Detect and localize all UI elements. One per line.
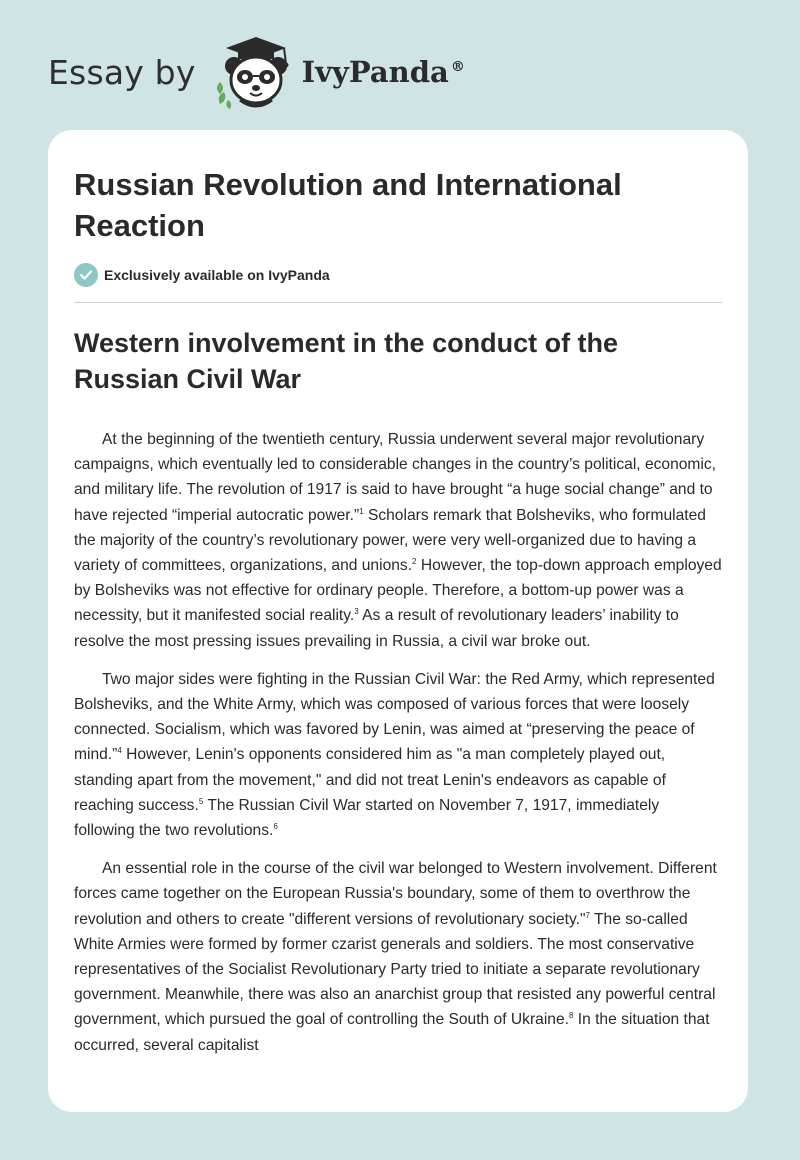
divider [74, 302, 722, 303]
paragraph-text: The so-called White Armies were formed by former czarist generals and soldiers. The most conservative representatives of the Socialist Revolutionary Party tried to initiate a separate revolutionary government. Meanwhile, there was also an anarchist group that resisted any powerful central government, which pursued the goal of controlling the South of Ukraine. [74, 910, 716, 1029]
exclusive-label: Exclusively available on IvyPanda [104, 267, 330, 283]
essay-card [48, 130, 748, 1112]
paragraph-text: At the beginning of the twentieth century, Russia underwent several major revolutionary campaigns, which eventually led to considerable changes in the country’s political, economic, and military life. The revolution of 1917 is said to have brought “a huge social change” and to have rejected “imperial autocratic power.” [74, 431, 717, 524]
article-body [74, 427, 722, 1071]
paragraph [74, 667, 722, 843]
footnote-ref[interactable]: 8 [568, 1011, 574, 1021]
paragraph-text: However, the top-down approach employed by Bolsheviks was not effective for ordinary people. Therefore, a bottom-up power was a necessity, but it manifested social reality. [74, 557, 722, 625]
footnote-ref[interactable]: 4 [117, 746, 122, 756]
paragraph-text: Scholars remark that Bolsheviks, who formulated the majority of the country’s revolutionary power, were very well-organized due to having a variety of committees, organizations, and unions. [74, 506, 706, 575]
paragraph-text: In the situation that occurred, several capitalist [74, 1011, 710, 1054]
paragraph-text: As a result of revolutionary leaders’ inability to resolve the most pressing issues prevailing in Russia, a civil war broke out. [74, 607, 679, 650]
paragraph [74, 427, 722, 654]
footnote-ref[interactable]: 5 [198, 796, 204, 806]
footnote-ref[interactable]: 3 [354, 607, 359, 617]
exclusive-badge [74, 263, 330, 287]
footnote-ref[interactable]: 2 [412, 557, 417, 567]
paragraph-text: However, Lenin's opponents considered him as "a man completely played out, standing apart from the movement," and did not treat Lenin's endeavors as capable of reaching success. [74, 746, 666, 814]
brand-name: IvyPanda ® [301, 55, 465, 89]
page-title: Russian Revolution and International Reaction [74, 167, 622, 243]
paragraph-text: Two major sides were fighting in the Russian Civil War: the Red Army, which represented Bolsheviks, and the White Army, which was composed of various forces that were loosely connected. Socialism, which was favored by Lenin, was aimed at “preserving the peace of mind.” [74, 670, 715, 764]
check-circle-icon [74, 263, 98, 287]
brand-prefix: Essay by [48, 52, 196, 92]
footnote-ref[interactable]: 6 [273, 822, 278, 832]
footnote-ref[interactable]: 7 [585, 910, 590, 920]
footnote-ref[interactable]: 1 [359, 506, 364, 516]
paragraph [74, 856, 722, 1058]
brand-header [48, 34, 465, 110]
paragraph-text: The Russian Civil War started on November 7, 1917, immediately following the two revolutions. [74, 796, 660, 840]
panda-mascot-icon [210, 34, 302, 110]
paragraph-text: An essential role in the course of the civil war belonged to Western involvement. Different forces came together on the European Russia's boundary, some of them to overthrow the revolution and others to create "different versions of revolutionary society." [74, 860, 717, 928]
section-heading: Western involvement in the conduct of the Russian Civil War [74, 328, 619, 394]
